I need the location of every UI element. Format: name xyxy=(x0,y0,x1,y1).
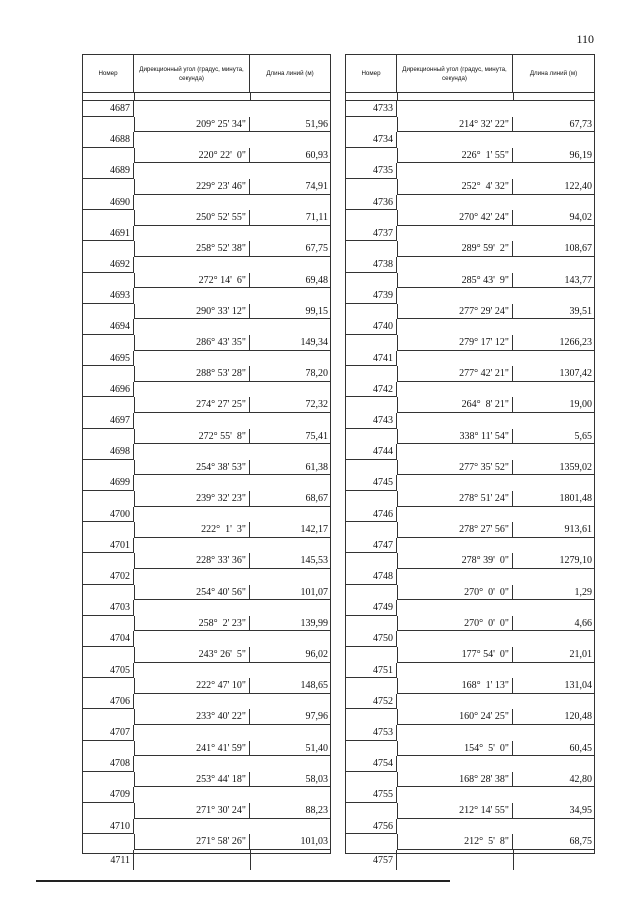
table-row xyxy=(346,382,594,413)
table-header xyxy=(346,55,594,93)
line-length: 34,95 xyxy=(513,803,594,819)
point-number: 4749 xyxy=(346,600,397,616)
line-length: 72,32 xyxy=(250,397,330,413)
line-length: 51,96 xyxy=(250,117,330,133)
point-number: 4702 xyxy=(83,569,134,585)
line-length: 122,40 xyxy=(513,179,594,195)
point-number: 4746 xyxy=(346,507,397,523)
line-length: 74,91 xyxy=(250,179,330,195)
table-row xyxy=(83,475,330,506)
direction-angle: 290° 33' 12" xyxy=(134,304,250,320)
table-row xyxy=(83,351,330,382)
table-row xyxy=(346,694,594,725)
footer-rule xyxy=(36,880,450,882)
table-row xyxy=(346,538,594,569)
header-angle: Дирекционный угол (градус, минута, секунда) xyxy=(397,55,513,92)
direction-angle: 233° 40' 22" xyxy=(134,709,250,725)
point-number: 4711 xyxy=(83,850,134,870)
direction-angle: 253° 44' 18" xyxy=(134,772,250,788)
line-length: 51,40 xyxy=(250,741,330,757)
point-number: 4709 xyxy=(83,787,134,803)
point-number: 4745 xyxy=(346,475,397,491)
line-length: 42,80 xyxy=(513,772,594,788)
point-number: 4755 xyxy=(346,787,397,803)
table-row xyxy=(83,725,330,756)
point-number: 4701 xyxy=(83,538,134,554)
direction-angle: 177° 54' 0" xyxy=(397,647,513,663)
table-row xyxy=(83,631,330,662)
point-number: 4734 xyxy=(346,132,397,148)
point-number: 4737 xyxy=(346,226,397,242)
header-length: Длина линий (м) xyxy=(529,70,578,77)
table-row xyxy=(346,787,594,818)
direction-angle: 277° 35' 52" xyxy=(397,460,513,476)
table-row xyxy=(346,132,594,163)
direction-angle: 254° 40' 56" xyxy=(134,585,250,601)
line-length: 1279,10 xyxy=(513,553,594,569)
point-number: 4696 xyxy=(83,382,134,398)
table-body xyxy=(83,101,330,866)
point-number: 4706 xyxy=(83,694,134,710)
direction-angle: 212° 14' 55" xyxy=(397,803,513,819)
direction-angle: 271° 58' 26" xyxy=(134,834,250,850)
direction-angle: 214° 32' 22" xyxy=(397,117,513,133)
direction-angle: 154° 5' 0" xyxy=(397,741,513,757)
point-number: 4692 xyxy=(83,257,134,273)
direction-angle: 279° 17' 12" xyxy=(397,335,513,351)
direction-angle: 288° 53' 28" xyxy=(134,366,250,382)
header-length: Длина линий (м) xyxy=(266,70,314,77)
header-spacer-row xyxy=(346,92,594,101)
point-number: 4753 xyxy=(346,725,397,741)
table-row xyxy=(346,756,594,787)
line-length: 101,03 xyxy=(250,834,330,850)
direction-angle: 289° 59' 2" xyxy=(397,241,513,257)
direction-angle: 241° 41' 59" xyxy=(134,741,250,757)
table-row xyxy=(83,756,330,787)
direction-angle: 168° 1' 13" xyxy=(397,678,513,694)
line-length: 21,01 xyxy=(513,647,594,663)
direction-angle: 277° 29' 24" xyxy=(397,304,513,320)
coordinates-table-right xyxy=(345,54,595,866)
point-number: 4754 xyxy=(346,756,397,772)
direction-angle: 209° 25' 34" xyxy=(134,117,250,133)
point-number: 4750 xyxy=(346,631,397,647)
point-number: 4743 xyxy=(346,413,397,429)
table-row xyxy=(83,101,330,132)
table-row xyxy=(83,257,330,288)
direction-angle: 272° 55' 8" xyxy=(134,429,250,445)
line-length: 101,07 xyxy=(250,585,330,601)
table-row xyxy=(346,819,594,850)
table-header xyxy=(83,55,330,93)
line-length: 1359,02 xyxy=(513,460,594,476)
line-length: 69,48 xyxy=(250,273,330,289)
direction-angle: 278° 51' 24" xyxy=(397,491,513,507)
point-number: 4744 xyxy=(346,444,397,460)
line-length: 94,02 xyxy=(513,210,594,226)
direction-angle: 270° 0' 0" xyxy=(397,585,513,601)
line-length: 131,04 xyxy=(513,678,594,694)
line-length: 68,75 xyxy=(513,834,594,850)
table-row xyxy=(346,163,594,194)
direction-angle: 258° 2' 23" xyxy=(134,616,250,632)
line-length: 1266,23 xyxy=(513,335,594,351)
line-length: 4,66 xyxy=(513,616,594,632)
table-row xyxy=(346,444,594,475)
point-number: 4694 xyxy=(83,319,134,335)
point-number: 4687 xyxy=(83,101,134,117)
table-row xyxy=(346,850,594,870)
table-row xyxy=(83,413,330,444)
header-number: Номер xyxy=(346,55,397,92)
line-length: 143,77 xyxy=(513,273,594,289)
direction-angle: 168° 28' 38" xyxy=(397,772,513,788)
line-length: 145,53 xyxy=(250,553,330,569)
point-number: 4757 xyxy=(346,850,397,870)
table-row xyxy=(346,226,594,257)
point-number: 4738 xyxy=(346,257,397,273)
table-row xyxy=(83,195,330,226)
direction-angle: 258° 52' 38" xyxy=(134,241,250,257)
point-number: 4705 xyxy=(83,663,134,679)
point-number: 4695 xyxy=(83,351,134,367)
line-length: 75,41 xyxy=(250,429,330,445)
direction-angle: 228° 33' 36" xyxy=(134,553,250,569)
point-number: 4733 xyxy=(346,101,397,117)
direction-angle: 252° 4' 32" xyxy=(397,179,513,195)
point-number: 4756 xyxy=(346,819,397,835)
table-row xyxy=(346,569,594,600)
direction-angle: 239° 32' 23" xyxy=(134,491,250,507)
table-row xyxy=(346,319,594,350)
table-row xyxy=(83,444,330,475)
point-number: 4748 xyxy=(346,569,397,585)
line-length: 71,11 xyxy=(250,210,330,226)
direction-angle: 278° 39' 0" xyxy=(397,553,513,569)
table-row xyxy=(83,226,330,257)
line-length: 19,00 xyxy=(513,397,594,413)
header-spacer-row xyxy=(83,92,330,101)
line-length: 149,34 xyxy=(250,335,330,351)
direction-angle: 270° 42' 24" xyxy=(397,210,513,226)
line-length: 58,03 xyxy=(250,772,330,788)
direction-angle: 243° 26' 5" xyxy=(134,647,250,663)
table-row xyxy=(346,475,594,506)
line-length: 142,17 xyxy=(250,522,330,538)
direction-angle: 286° 43' 35" xyxy=(134,335,250,351)
point-number: 4700 xyxy=(83,507,134,523)
table-row xyxy=(83,569,330,600)
point-number: 4699 xyxy=(83,475,134,491)
point-number: 4703 xyxy=(83,600,134,616)
line-length: 96,02 xyxy=(250,647,330,663)
line-length: 1801,48 xyxy=(513,491,594,507)
line-length: 1307,42 xyxy=(513,366,594,382)
direction-angle: 220° 22' 0" xyxy=(134,148,250,164)
line-length: 99,15 xyxy=(250,304,330,320)
table-row xyxy=(83,132,330,163)
line-length: 139,99 xyxy=(250,616,330,632)
point-number: 4735 xyxy=(346,163,397,179)
table-row xyxy=(346,257,594,288)
point-number: 4689 xyxy=(83,163,134,179)
table-row xyxy=(83,319,330,350)
line-length: 67,75 xyxy=(250,241,330,257)
point-number: 4747 xyxy=(346,538,397,554)
table-row xyxy=(346,288,594,319)
line-length: 67,73 xyxy=(513,117,594,133)
line-length: 88,23 xyxy=(250,803,330,819)
direction-angle: 250° 52' 55" xyxy=(134,210,250,226)
point-number: 4707 xyxy=(83,725,134,741)
direction-angle: 222° 1' 3" xyxy=(134,522,250,538)
point-number: 4693 xyxy=(83,288,134,304)
direction-angle: 270° 0' 0" xyxy=(397,616,513,632)
line-length: 96,19 xyxy=(513,148,594,164)
direction-angle: 271° 30' 24" xyxy=(134,803,250,819)
point-number: 4752 xyxy=(346,694,397,710)
direction-angle: 229° 23' 46" xyxy=(134,179,250,195)
direction-angle: 160° 24' 25" xyxy=(397,709,513,725)
line-length: 120,48 xyxy=(513,709,594,725)
table-body xyxy=(346,101,594,866)
table-row xyxy=(83,787,330,818)
point-number: 4739 xyxy=(346,288,397,304)
table-row xyxy=(83,694,330,725)
table-row xyxy=(83,538,330,569)
point-number: 4736 xyxy=(346,195,397,211)
point-number: 4691 xyxy=(83,226,134,242)
direction-angle: 264° 8' 21" xyxy=(397,397,513,413)
line-length: 148,65 xyxy=(250,678,330,694)
line-length: 60,45 xyxy=(513,741,594,757)
point-number: 4698 xyxy=(83,444,134,460)
direction-angle: 222° 47' 10" xyxy=(134,678,250,694)
line-length: 1,29 xyxy=(513,585,594,601)
table-row xyxy=(346,631,594,662)
table-row xyxy=(346,725,594,756)
line-length: 68,67 xyxy=(250,491,330,507)
point-number: 4740 xyxy=(346,319,397,335)
point-number: 4690 xyxy=(83,195,134,211)
line-length: 78,20 xyxy=(250,366,330,382)
direction-angle: 226° 1' 55" xyxy=(397,148,513,164)
line-length: 5,65 xyxy=(513,429,594,445)
line-length: 60,93 xyxy=(250,148,330,164)
line-length: 39,51 xyxy=(513,304,594,320)
point-number: 4708 xyxy=(83,756,134,772)
table-row xyxy=(83,663,330,694)
direction-angle: 272° 14' 6" xyxy=(134,273,250,289)
table-row xyxy=(83,819,330,850)
table-row xyxy=(346,195,594,226)
line-length: 913,61 xyxy=(513,522,594,538)
page-number: 110 xyxy=(576,32,594,46)
line-length: 108,67 xyxy=(513,241,594,257)
point-number: 4704 xyxy=(83,631,134,647)
table-row xyxy=(346,663,594,694)
point-number: 4751 xyxy=(346,663,397,679)
line-length: 61,38 xyxy=(250,460,330,476)
point-number: 4688 xyxy=(83,132,134,148)
point-number: 4742 xyxy=(346,382,397,398)
direction-angle: 338° 11' 54" xyxy=(397,429,513,445)
point-number: 4697 xyxy=(83,413,134,429)
table-row xyxy=(346,413,594,444)
table-row xyxy=(83,382,330,413)
header-angle: Дирекционный угол (градус, минута, секунда) xyxy=(134,55,250,92)
direction-angle: 278° 27' 56" xyxy=(397,522,513,538)
direction-angle: 212° 5' 8" xyxy=(397,834,513,850)
point-number: 4710 xyxy=(83,819,134,835)
point-number: 4741 xyxy=(346,351,397,367)
table-row xyxy=(346,101,594,132)
table-row xyxy=(83,163,330,194)
table-row xyxy=(83,288,330,319)
coordinates-table-left xyxy=(82,54,331,866)
direction-angle: 277° 42' 21" xyxy=(397,366,513,382)
header-number: Номер xyxy=(83,55,134,92)
table-row xyxy=(346,351,594,382)
direction-angle: 274° 27' 25" xyxy=(134,397,250,413)
table-row xyxy=(83,507,330,538)
table-row xyxy=(83,600,330,631)
table-row xyxy=(346,600,594,631)
table-row xyxy=(346,507,594,538)
table-row xyxy=(83,850,330,870)
line-length: 97,96 xyxy=(250,709,330,725)
direction-angle: 254° 38' 53" xyxy=(134,460,250,476)
direction-angle: 285° 43' 9" xyxy=(397,273,513,289)
